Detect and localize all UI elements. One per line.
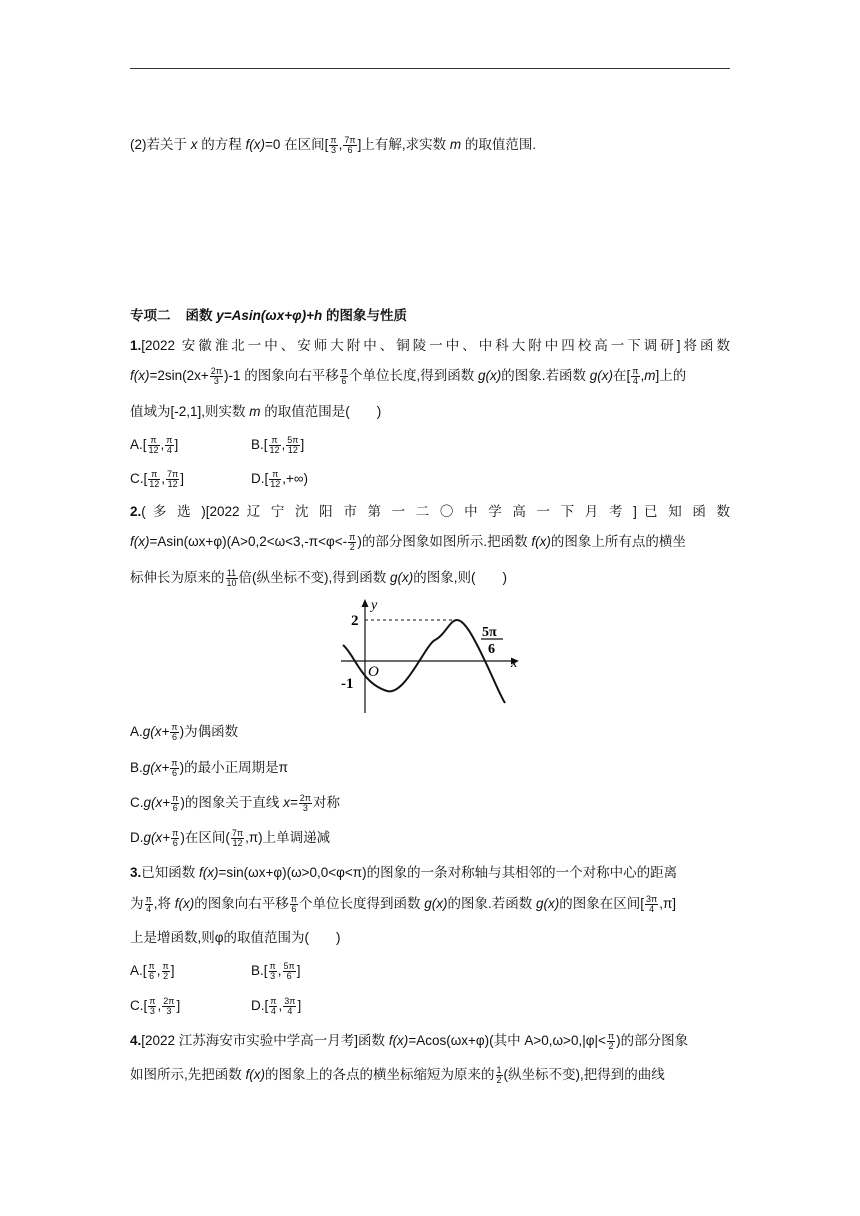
q3-option-c: C.[ $\frac{\pi}{3}$ , $\frac{2\pi}{3}$ ] [130, 995, 181, 1016]
question-part-2: (2)若关于 x 的方程 f(x)=0 在区间[ $\frac{\pi}{3}$ , $\frac{7\pi}{6}$ ]上有解,求实数 m 的取值范围. [130, 134, 537, 155]
q4-line2: 如图所示,先把函数 f(x)的图象上的各点的横坐标缩短为原来的 $\frac{1}{2}$ (纵坐标不变),把得到的曲线 [130, 1064, 665, 1085]
section-heading: 专项二 函数 y=Asin(ωx+φ)+h 的图象与性质 [130, 308, 407, 323]
q3-option-b: B.[ $\frac{\pi}{3}$ , $\frac{5\pi}{6}$ ] [251, 960, 301, 981]
y-tick-max: 2 [351, 613, 359, 629]
q2-line1: 2.( 多 选 )[2022 辽 宁 沈 阳 市 第 一 二 〇 中 学 高 一 下 月 考 ] 已 知 函 数 [130, 504, 730, 519]
q2-line3: 标伸长为原来的 $\frac{11}{10}$ 倍(纵坐标不变),得到函数 g(x)的图象,则( ) [130, 567, 508, 588]
q2-option-d: D.g(x+ $\frac{\pi}{6}$ )在区间( $\frac{7\pi}{12}$ ,π)上单调递减 [130, 827, 331, 848]
q2-option-c: C.g(x+ $\frac{\pi}{6}$ )的图象关于直线 x= $\frac{2\pi}{3}$ 对称 [130, 792, 340, 813]
q2-option-a: A.g(x+ $\frac{\pi}{6}$ )为偶函数 [130, 721, 239, 742]
x-axis-label: x [511, 656, 518, 671]
q4-line1: 4.[2022 江苏海安市实验中学高一月考]函数 f(x)=Acos(ωx+φ)(其中 A>0,ω>0,|φ|< $\frac{\pi}{2}$ )的部分图象 [130, 1030, 689, 1051]
y-axis-label: y [371, 598, 378, 613]
q1-line3: 值域为[-2,1],则实数 m 的取值范围是( ) [130, 404, 382, 419]
x-tick-num: 5π [482, 625, 497, 640]
q2-line2: f(x)=Asin(ωx+φ)(A>0,2<ω<3,-π<φ<- $\frac{\pi}{2}$ )的部分图象如图所示.把函数 f(x)的图象上所有点的横坐 [130, 531, 686, 552]
q3-line1: 3.已知函数 f(x)=sin(ωx+φ)(ω>0,0<φ<π)的图象的一条对称轴与其相邻的一个对称中心的距离 [130, 865, 678, 880]
q1-line1: 1.[2022 安徽淮北一中、安师大附中、铜陵一中、中科大附中四校高一下调研]将函数 [130, 338, 730, 353]
q3-line2: 为 $\frac{\pi}{4}$ ,将 f(x)的图象向右平移 $\frac{\pi}{6}$ 个单位长度得到函数 g(x)的图象.若函数 g(x)的图象在区间[ $\frac{3\pi}{4}$ ,π] [130, 893, 677, 914]
y-tick-min: -1 [341, 676, 354, 692]
q1-option-d: D.[ $\frac{\pi}{12}$ ,+∞) [251, 468, 309, 489]
header-rule [130, 68, 730, 69]
q3-line3: 上是增函数,则φ的取值范围为( ) [130, 930, 341, 945]
q1-line2: f(x)=2sin(2x+ $\frac{2\pi}{3}$ )-1 的图象向右平移 $\frac{\pi}{6}$ 个单位长度,得到函数 g(x)的图象.若函数 g(x)在[ $\frac{\pi}{4}$ ,m]上的 [130, 365, 687, 386]
q2-function-graph [335, 595, 525, 717]
q1-option-a: A.[ $\frac{\pi}{12}$ , $\frac{\pi}{4}$ ] [130, 434, 179, 455]
q1-option-b: B.[ $\frac{\pi}{12}$ , $\frac{5\pi}{12}$ ] [251, 434, 305, 455]
q1-option-c: C.[ $\frac{\pi}{12}$ , $\frac{7\pi}{12}$ ] [130, 468, 185, 489]
q3-option-a: A.[ $\frac{\pi}{6}$ , $\frac{\pi}{2}$ ] [130, 960, 175, 981]
x-tick-den: 6 [488, 642, 495, 657]
origin-label: O [368, 664, 379, 680]
y-axis-arrow [362, 599, 369, 607]
q3-option-d: D.[ $\frac{\pi}{4}$ , $\frac{3\pi}{4}$ ] [251, 995, 302, 1016]
q2-option-b: B.g(x+ $\frac{\pi}{6}$ )的最小正周期是π [130, 757, 288, 778]
